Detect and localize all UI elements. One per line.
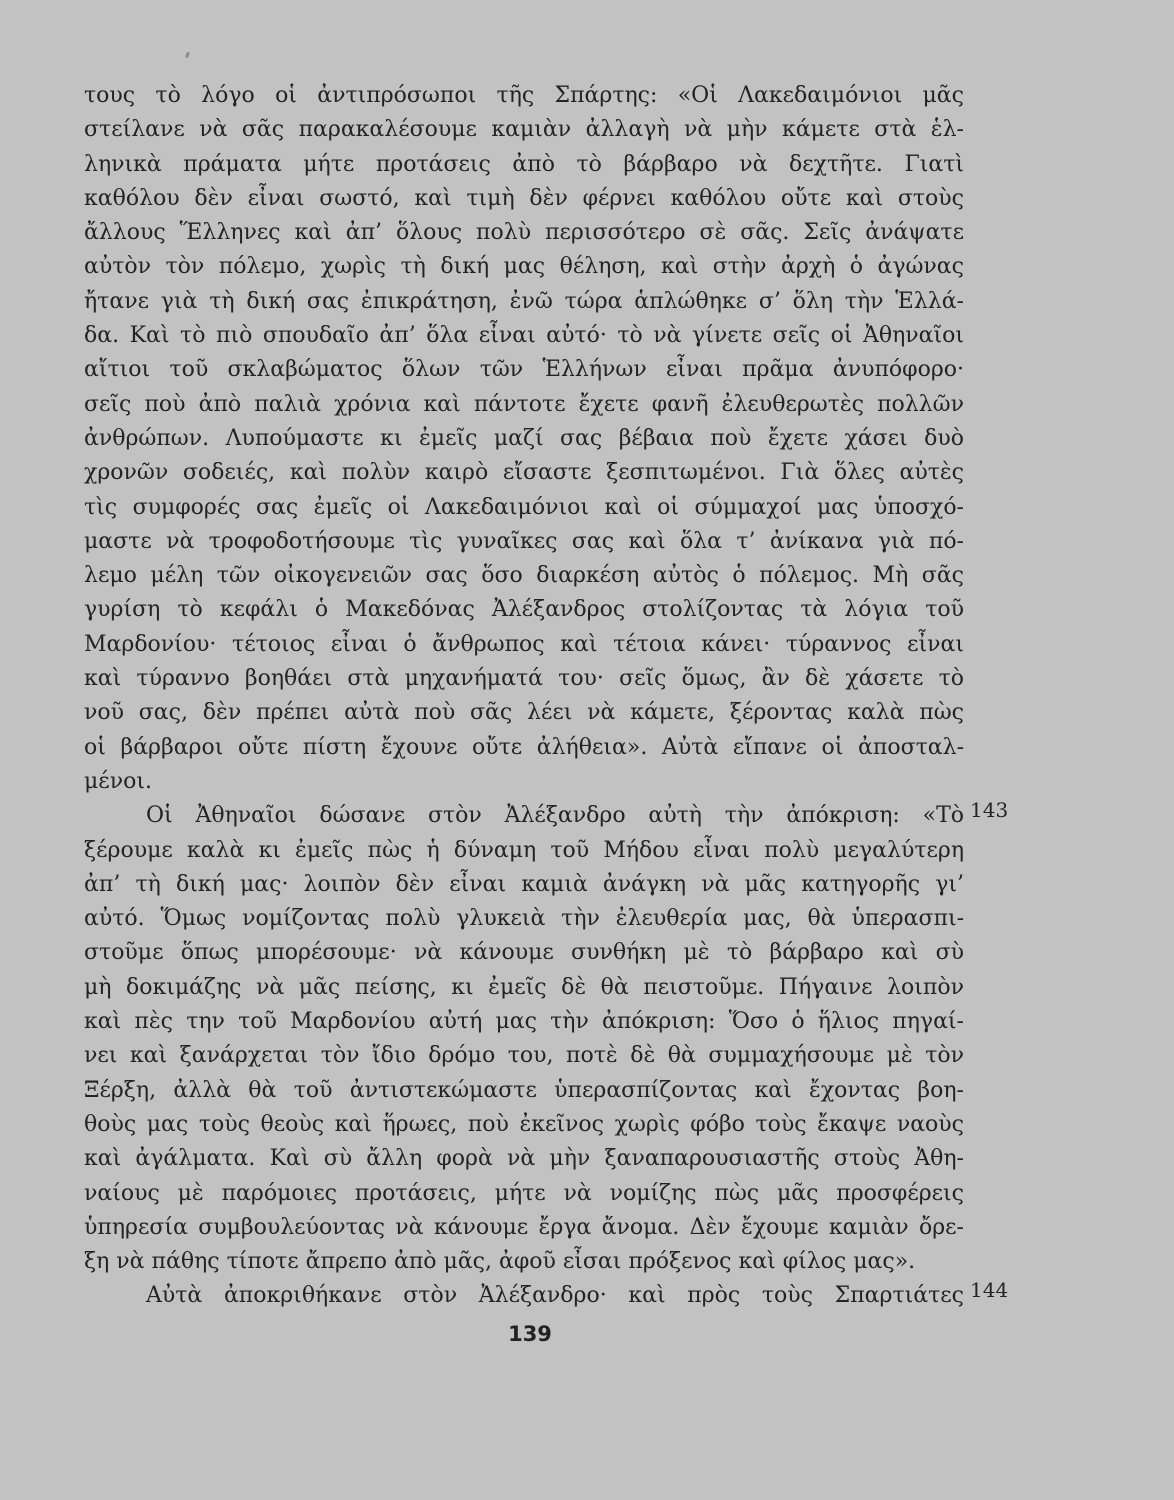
text-line: ξέρουμε καλὰ κι ἐμεῖς πὼς ἡ δύναμη τοῦ Μήδου εἶναι πολὺ μεγαλύτερη [84, 837, 964, 863]
text-line: ὑπηρεσία συμβουλεύοντας νὰ κάνουμε ἔργα ἄνομα. Δὲν ἔχουμε καμιὰν ὄρε- [84, 1214, 964, 1240]
text-line: ναίους μὲ παρόμοιες προτάσεις, μήτε νὰ νομίζης πὼς μᾶς προσφέρεις [84, 1180, 964, 1206]
text-line: λεμο μέλη τῶν οἰκογενειῶν σας ὅσο διαρκέση αὐτὸς ὁ πόλεμος. Μὴ σᾶς [84, 563, 964, 589]
text-line: καὶ ἀγάλματα. Καὶ σὺ ἄλλη φορὰ νὰ μὴν ξαναπαρουσιαστῆς στοὺς Ἀθη- [84, 1146, 964, 1172]
text-line: χρονῶν σοδειές, καὶ πολὺν καιρὸ εἴσαστε ξεσπιτωμένοι. Γιὰ ὅλες αὐτὲς [84, 460, 964, 486]
text-line: καθόλου δὲν εἶναι σωστό, καὶ τιμὴ δὲν φέρνει καθόλου οὔτε καὶ στοὺς [84, 185, 964, 211]
text-line: σεῖς ποὺ ἀπὸ παλιὰ χρόνια καὶ πάντοτε ἔχετε φανῆ ἐλευθερωτὲς πολλῶν [84, 391, 964, 417]
text-line: μὴ δοκιμάζης νὰ μᾶς πείσης, κι ἐμεῖς δὲ θὰ πειστοῦμε. Πήγαινε λοιπὸν [84, 974, 964, 1000]
text-line: καὶ τύραννο βοηθάει στὰ μηχανήματά του· σεῖς ὅμως, ἂν δὲ χάσετε τὸ [84, 666, 964, 692]
text-line: Οἱ Ἀθηναῖοι δώσανε στὸν Ἀλέξανδρο αὐτὴ τὴν ἀπόκριση: «Τὸ [146, 803, 964, 829]
text-line: μένοι. [84, 768, 152, 794]
text-line: τους τὸ λόγο οἱ ἀντιπρόσωποι τῆς Σπάρτης: «Οἱ Λακεδαιμόνιοι μᾶς [84, 83, 964, 108]
margin-section-number: 143 [970, 798, 1009, 822]
text-line: ἄλλους Ἕλληνες καὶ ἀπ’ ὅλους πολὺ περισσότερο σὲ σᾶς. Σεῖς ἀνάψατε [84, 220, 964, 246]
text-line: Αὐτὰ ἀποκριθήκανε στὸν Ἀλέξανδρο· καὶ πρὸς τοὺς Σπαρτιάτες [146, 1283, 964, 1309]
text-line: ἤτανε γιὰ τὴ δική σας ἐπικράτηση, ἐνῶ τώρα ἁπλώθηκε σ’ ὅλη τὴν Ἑλλά- [84, 288, 964, 314]
text-line: τὶς συμφορές σας ἐμεῖς οἱ Λακεδαιμόνιοι καὶ οἱ σύμμαχοί μας ὑποσχό- [84, 494, 964, 520]
text-line: Μαρδονίου· τέτοιος εἶναι ὁ ἄνθρωπος καὶ τέτοια κάνει· τύραννος εἶναι [84, 631, 964, 657]
margin-section-number: 144 [970, 1278, 1009, 1302]
text-line: θοὺς μας τοὺς θεοὺς καὶ ἥρωες, ποὺ ἐκεῖνος χωρὶς φόβο τοὺς ἔκαψε ναοὺς [84, 1111, 964, 1137]
text-line: στοῦμε ὅπως μπορέσουμε· νὰ κάνουμε συνθήκη μὲ τὸ βάρβαρο καὶ σὺ [84, 940, 964, 966]
text-line: δα. Καὶ τὸ πιὸ σπουδαῖο ἀπ’ ὅλα εἶναι αὐτό· τὸ νὰ γίνετε σεῖς οἱ Ἀθηναῖοι [84, 323, 964, 349]
text-line: ληνικὰ πράματα μήτε προτάσεις ἀπὸ τὸ βάρβαρο νὰ δεχτῆτε. Γιατὶ [84, 151, 964, 177]
text-line: νει καὶ ξανάρχεται τὸν ἴδιο δρόμο του, ποτὲ δὲ θὰ συμμαχήσουμε μὲ τὸν [84, 1043, 964, 1069]
text-line: αὐτὸν τὸν πόλεμο, χωρὶς τὴ δική μας θέληση, καὶ στὴν ἀρχὴ ὁ ἀγώνας [84, 254, 964, 280]
text-line: νοῦ σας, δὲν πρέπει αὐτὰ ποὺ σᾶς λέει νὰ κάμετε, ξέροντας καλὰ πὼς [84, 700, 964, 726]
ink-speck [185, 52, 190, 59]
text-line: στείλανε νὰ σᾶς παρακαλέσουμε καμιὰν ἀλλαγὴ νὰ μὴν κάμετε στὰ ἑλ- [84, 117, 964, 143]
body-text [84, 79, 964, 1314]
text-line: Ξέρξη, ἀλλὰ θὰ τοῦ ἀντιστεκώμαστε ὑπερασπίζοντας καὶ ἔχοντας βοη- [84, 1077, 964, 1103]
text-line: μαστε νὰ τροφοδοτήσουμε τὶς γυναῖκες σας καὶ ὅλα τ’ ἀνίκανα γιὰ πό- [84, 528, 964, 554]
text-line: αὐτό. Ὅμως νομίζοντας πολὺ γλυκειὰ τὴν ἐλευθερία μας, θὰ ὑπερασπι- [84, 906, 964, 932]
page-number: 139 [508, 1322, 552, 1346]
text-line: αἴτιοι τοῦ σκλαβώματος ὅλων τῶν Ἑλλήνων εἶναι πρᾶμα ἀνυπόφορο· [84, 357, 964, 383]
text-line: ἀπ’ τὴ δική μας· λοιπὸν δὲν εἶναι καμιὰ ἀνάγκη νὰ μᾶς κατηγορῆς γι’ [84, 871, 964, 897]
text-line: ξη νὰ πάθης τίποτε ἄπρεπο ἀπὸ μᾶς, ἀφοῦ εἶσαι πρόξενος καὶ φίλος μας». [84, 1249, 916, 1275]
text-line: γυρίση τὸ κεφάλι ὁ Μακεδόνας Ἀλέξανδρος στολίζοντας τὰ λόγια τοῦ [84, 597, 964, 623]
text-line: οἱ βάρβαροι οὔτε πίστη ἔχουνε οὔτε ἀλήθεια». Αὐτὰ εἴπανε οἱ ἀποσταλ- [84, 734, 964, 760]
text-line: ἀνθρώπων. Λυπούμαστε κι ἐμεῖς μαζί σας βέβαια ποὺ ἔχετε χάσει δυὸ [84, 425, 964, 451]
text-line: καὶ πὲς την τοῦ Μαρδονίου αὐτή μας τὴν ἀπόκριση: Ὅσο ὁ ἥλιος πηγαί- [84, 1009, 964, 1035]
